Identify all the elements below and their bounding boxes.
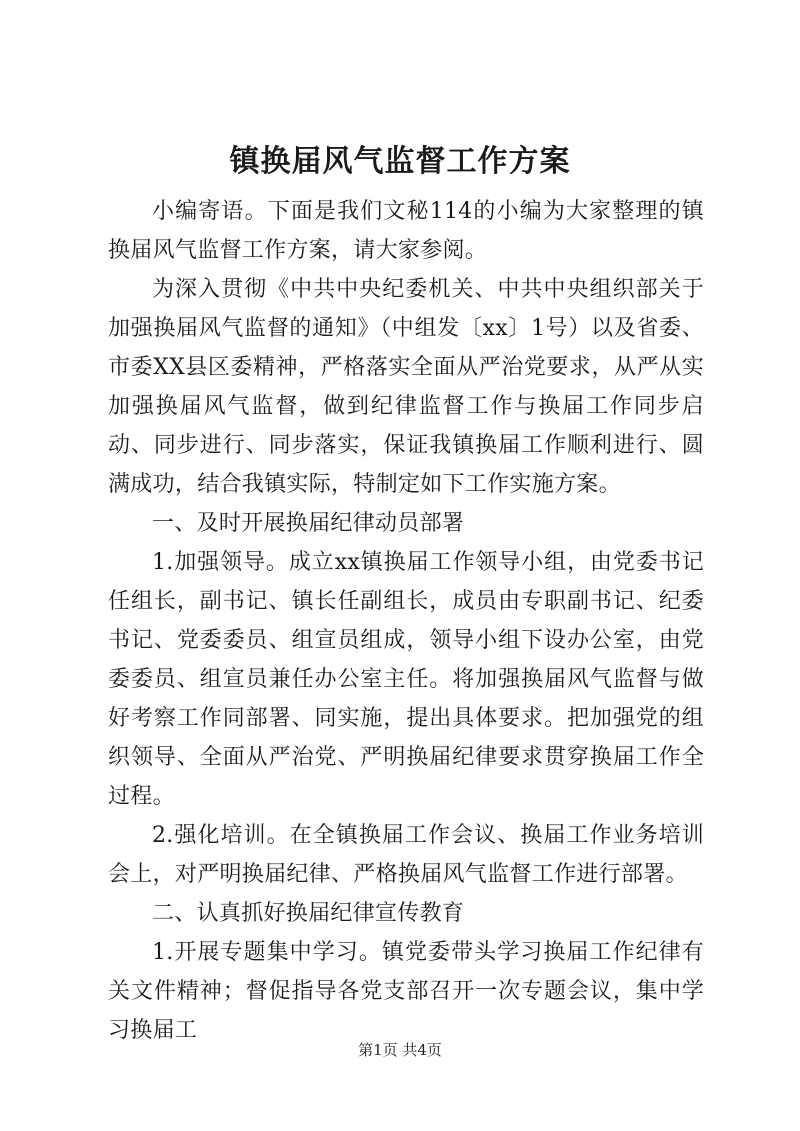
document-title: 镇换届风气监督工作方案 <box>229 144 571 179</box>
paragraph-training: 2.强化培训。在全镇换届工作会议、换届工作业务培训会上，对严明换届纪律、严格换届风气监督工作进行部署。 <box>108 823 704 887</box>
section-heading-2: 二、认真抓好换届纪律宣传教育 <box>152 901 465 926</box>
paragraph-intro: 小编寄语。下面是我们文秘114的小编为大家整理的镇换届风气监督工作方案，请大家参阅。 <box>108 199 704 263</box>
document-body <box>108 192 704 1050</box>
page-footer: 第1页 共4页 <box>358 1041 442 1059</box>
paragraph-leadership: 1.加强领导。成立xx镇换届工作领导小组，由党委书记任组长，副书记、镇长任副组长，成员由专职副书记、纪委书记、党委委员、组宣员组成，领导小组下设办公室，由党委委员、组宣员兼任办公室主任。将加强换届风气监督与做好考察工作同部署、同实施，提出具体要求。把加强党的组织领导、全面从严治党、严明换届纪律要求贯穿换届工作全过程。 <box>108 550 704 809</box>
section-heading-1: 一、及时开展换届纪律动员部署 <box>152 511 465 536</box>
paragraph-purpose: 为深入贯彻《中共中央纪委机关、中共中央组织部关于加强换届风气监督的通知》（中组发〔xx〕1号）以及省委、市委XX县区委精神，严格落实全面从严治党要求，从严从实加强换届风气监督，做到纪律监督工作与换届工作同步启动、同步进行、同步落实，保证我镇换届工作顺利进行、圆满成功，结合我镇实际，特制定如下工作实施方案。 <box>108 277 704 497</box>
paragraph-study: 1.开展专题集中学习。镇党委带头学习换届工作纪律有关文件精神；督促指导各党支部召开一次专题会议，集中学习换届工 <box>108 940 704 1043</box>
